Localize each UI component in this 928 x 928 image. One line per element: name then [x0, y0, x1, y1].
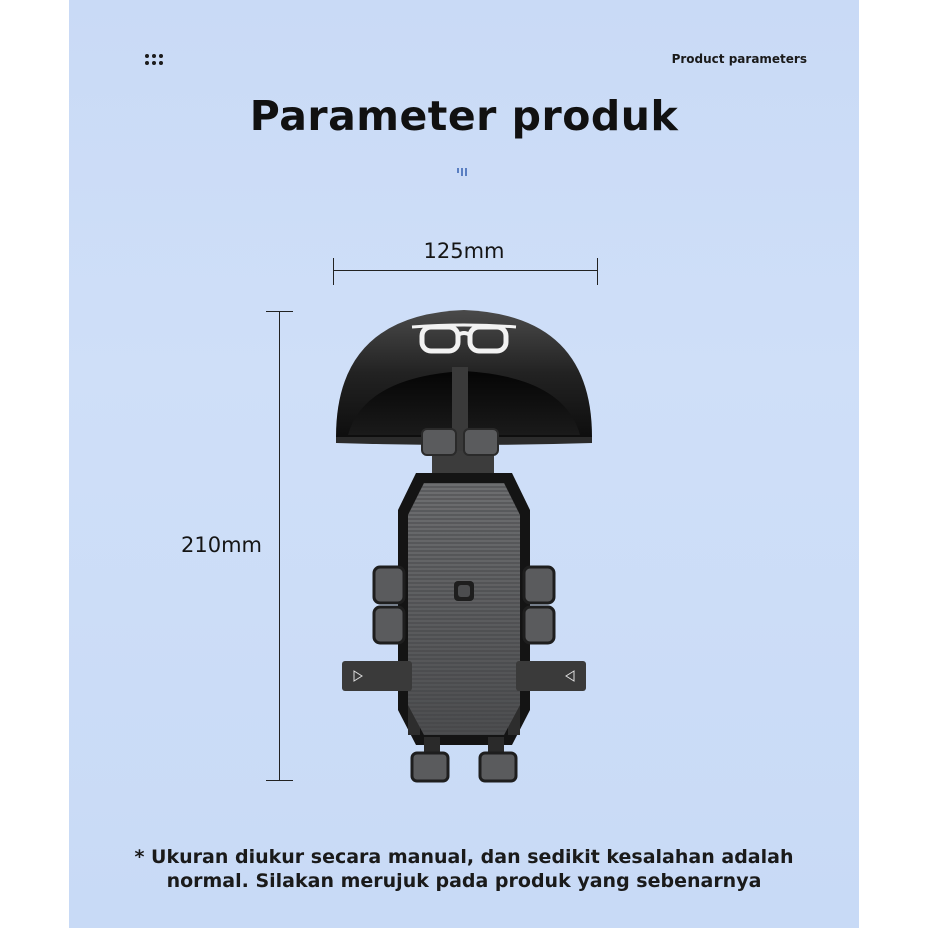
right-clamp-arm: [516, 661, 586, 691]
width-dimension-tick-right: [597, 258, 598, 285]
phone-holder-illustration: [324, 305, 604, 785]
left-clamp-arm: [342, 661, 412, 691]
width-dimension-line: [333, 270, 597, 271]
product-parameters-panel: [69, 0, 859, 928]
width-dimension-label: 125mm: [423, 239, 505, 263]
page-title: Parameter produk: [249, 92, 679, 140]
measurement-note-line-1: * Ukuran diukur secara manual, dan sedikit kesalahan adalah: [134, 846, 794, 868]
height-dimension-label: 210mm: [181, 533, 262, 557]
menu-dots-icon: [145, 54, 163, 66]
measurement-note: [69, 845, 859, 893]
width-dimension-tick-left: [333, 258, 334, 285]
title-decoration-icon: [457, 166, 471, 176]
english-section-title: Product parameters: [671, 52, 807, 66]
measurement-note-line-2: normal. Silakan merujuk pada produk yang sebenarnya: [166, 870, 762, 892]
height-dimension-line: [279, 311, 280, 781]
height-dimension-tick-bottom: [266, 780, 293, 781]
height-dimension-tick-top: [266, 311, 293, 312]
